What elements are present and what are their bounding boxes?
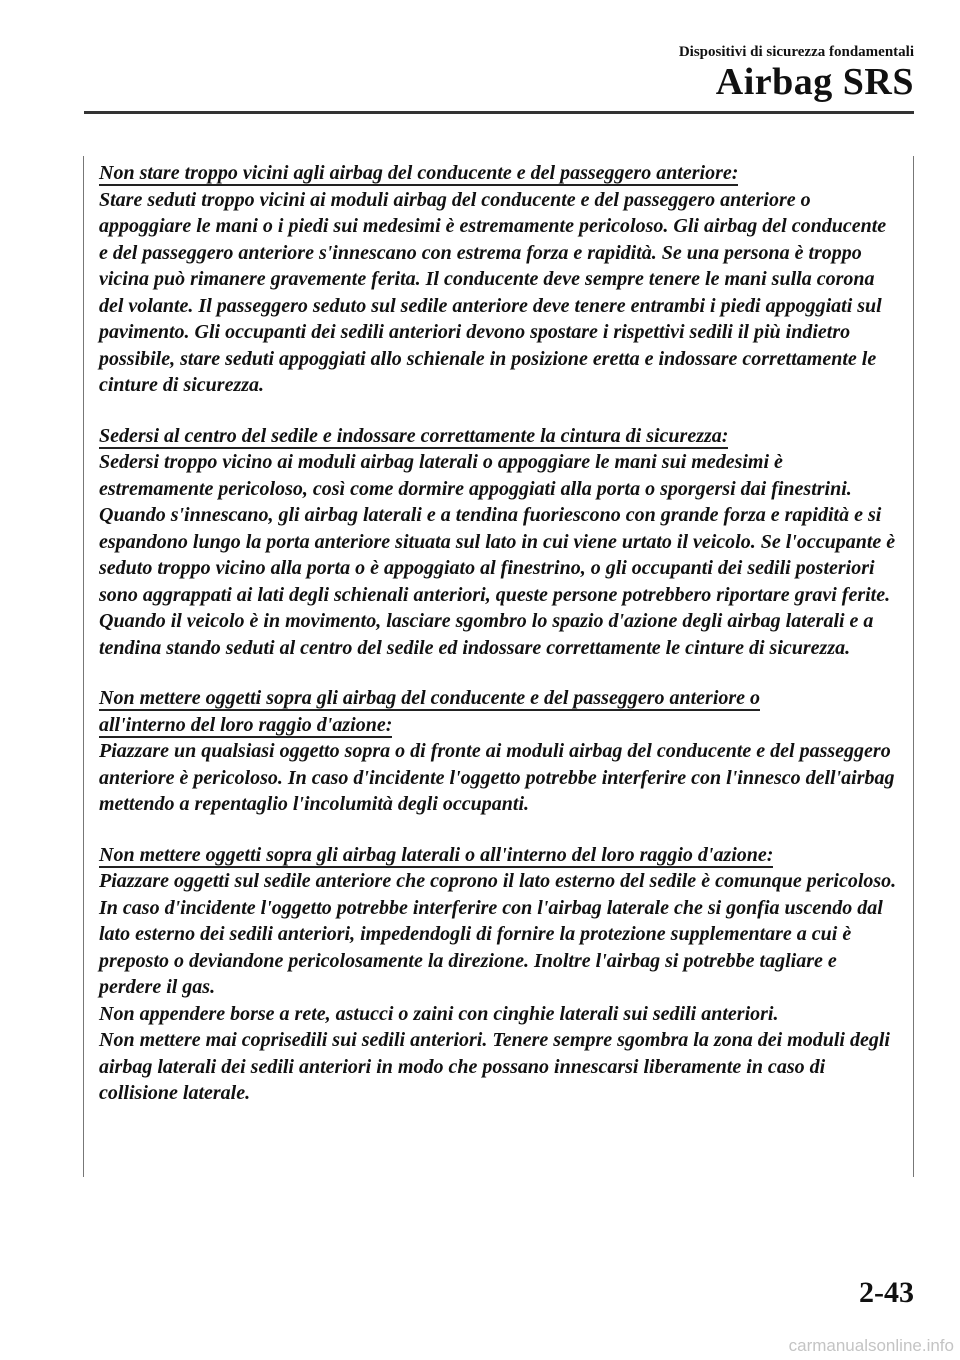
section-heading <box>99 685 899 712</box>
body-paragraph: Sedersi troppo vicino ai moduli airbag laterali o appoggiare le mani sui medesimi è estremamente pericoloso, così come dormire appoggiati alla porta o sporgersi dai finestrini. Quando s'innescano, gli airbag laterali e a tendina fuoriescono con grande forza e rapidità e si espandono lungo la porta anteriore situata sul lato in cui viene urtato il veicolo. Se l'occupante è seduto troppo vicino alla porta o è appoggiato al finestrino, o gli occupanti dei sedili posteriori sono aggrappati ai lati degli schienali anteriori, queste persone potrebbero riportare gravi ferite. Quando il veicolo è in movimento, lasciare sgombro lo spazio d'azione degli airbag laterali e a tendina stando seduti al centro del sedile ed indossare correttamente le cinture di sicurezza. <box>99 451 896 659</box>
section-heading-line: Non mettere oggetti sopra gli airbag laterali o all'interno del loro raggio d'azione: <box>99 843 774 866</box>
section-body <box>99 187 899 399</box>
section-body <box>99 868 899 1107</box>
warning-section <box>99 423 899 662</box>
section-heading-line: Non stare troppo vicini agli airbag del conducente e del passeggero anteriore: <box>99 162 739 184</box>
section-body <box>99 738 899 818</box>
body-paragraph: Non appendere borse a rete, astucci o zaini con cinghie laterali sui sedili anteriori. <box>99 1002 779 1025</box>
warning-section <box>99 160 899 399</box>
warning-box <box>83 156 914 1177</box>
page-title: Airbag SRS <box>715 61 914 103</box>
section-heading <box>99 712 899 739</box>
warning-section <box>99 842 899 1107</box>
section-heading-line: all'interno del loro raggio d'azione: <box>99 713 393 736</box>
header-divider <box>84 111 914 114</box>
section-label: Dispositivi di sicurezza fondamentali <box>678 44 914 60</box>
body-paragraph: Non mettere mai coprisedili sui sedili anteriori. Tenere sempre sgombra la zona dei moduli degli airbag laterali dei sedili anteriori in modo che possano innescarsi liberamente in caso di collisione laterale. <box>99 1029 890 1104</box>
warning-content <box>99 160 899 1131</box>
body-paragraph: Piazzare oggetti sul sedile anteriore che coprono il lato esterno del sedile è comunque pericoloso. In caso d'incidente l'oggetto potrebbe interferire con l'airbag laterale che si gonfia uscendo dal lato esterno dei sedili anteriori, impedendogli di fornire la protezione supplementare a cui è preposto o deviandone pericolosamente la direzione. Inoltre l'airbag si potrebbe tagliare e perdere il gas. <box>99 870 897 998</box>
warning-section <box>99 685 899 818</box>
section-body <box>99 449 899 661</box>
section-heading <box>99 842 899 869</box>
body-paragraph: Stare seduti troppo vicini ai moduli airbag del conducente e del passeggero anteriore o appoggiare le mani o i piedi sui medesimi è estremamente pericoloso. Gli airbag del conducente e del passeggero anteriore s'innescano con estrema forza e rapidità. Se una persona è troppo vicina può rimanere gravemente ferita. Il conducente deve sempre tenere le mani sulla corona del volante. Il passeggero seduto sul sedile anteriore deve tenere entrambi i piedi appoggiati sul pavimento. Gli occupanti dei sedili anteriori devono spostare i rispettivi sedili il più indietro possibile, stare seduti appoggiati allo schienale in posizione eretta e indossare correttamente le cinture di sicurezza. <box>99 188 887 396</box>
section-heading-line: Non mettere oggetti sopra gli airbag del conducente e del passeggero anteriore o <box>99 687 761 709</box>
page-number: 2-43 <box>859 1276 914 1309</box>
watermark: carmanualsonline.info <box>788 1336 954 1355</box>
body-paragraph: Piazzare un qualsiasi oggetto sopra o di fronte ai moduli airbag del conducente e del passeggero anteriore è pericoloso. In caso d'incidente l'oggetto potrebbe interferire con l'innesco dell'airbag mettendo a repentaglio l'incolumità degli occupanti. <box>99 740 895 815</box>
section-heading <box>99 160 899 187</box>
section-heading <box>99 423 899 450</box>
section-heading-line: Sedersi al centro del sedile e indossare correttamente la cintura di sicurezza: <box>99 424 729 447</box>
